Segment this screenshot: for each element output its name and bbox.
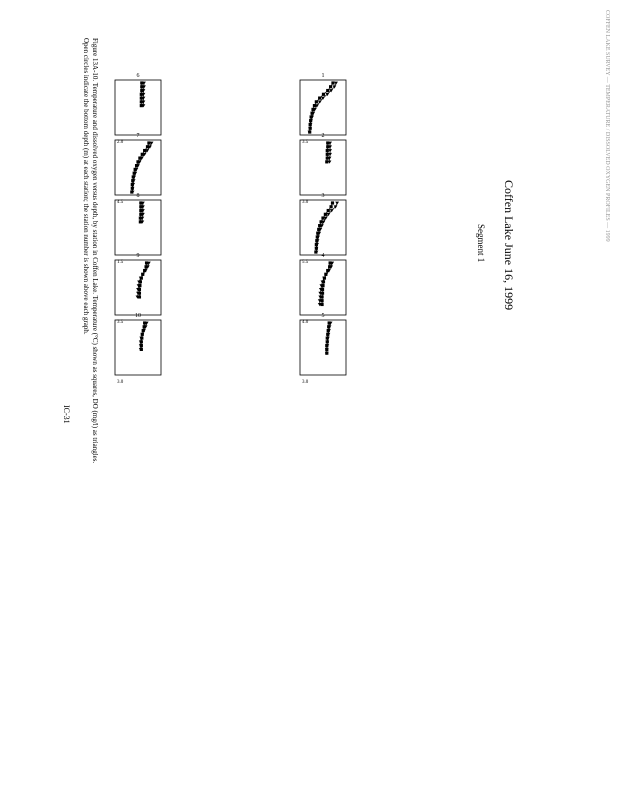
figure-caption-line1: Figure 13A-10. Temperature and dissolved oxygen versus depth, by station in Coffen Lake. Temperature (°C) shown as squares, DO (mg/l) as triangles.	[91, 38, 99, 464]
panel-frame	[300, 200, 346, 255]
do-line	[133, 143, 152, 192]
panel-frame	[300, 80, 346, 135]
page-subtitle: Segment 1	[476, 224, 486, 263]
panel-frame	[115, 140, 161, 195]
temperature-point	[315, 100, 318, 103]
page-title: Coffen Lake June 16, 1999	[502, 180, 516, 311]
temperature-point	[329, 85, 332, 88]
bottom-depth-label: 3.0	[302, 380, 309, 385]
station-label: 8	[136, 193, 140, 199]
do-point	[334, 82, 338, 85]
bottom-depth-label: 2.0	[117, 140, 124, 145]
figure-caption-line2: Open circles indicate the bottom depth (m) at each station; the station number is shown above each graph.	[82, 38, 90, 335]
bottom-depth-label: 3.5	[117, 320, 124, 325]
do-point	[335, 202, 339, 205]
bottom-depth-label: 3.0	[117, 380, 124, 385]
bottom-depth-label: 3.0	[302, 200, 309, 205]
header-note: COFFEN LAKE SURVEY — TEMPERATURE / DISSOLVED OXYGEN PROFILES — 1999	[604, 10, 610, 242]
bottom-depth-label: 4.0	[302, 320, 309, 325]
panel-frame	[115, 200, 161, 255]
temperature-point	[329, 205, 332, 208]
station-label: 6	[136, 73, 140, 79]
temperature-point	[318, 96, 321, 99]
bottom-depth-label: 3.5	[302, 140, 309, 145]
station-label: 3	[321, 193, 325, 199]
temperature-point	[331, 201, 334, 204]
station-label: 1	[321, 73, 325, 79]
temperature-point	[324, 213, 327, 216]
temperature-point	[326, 89, 329, 92]
bottom-depth-label: 4.5	[117, 200, 124, 205]
page-number: IC-31	[62, 405, 71, 424]
station-label: 9	[136, 253, 140, 259]
temperature-point	[331, 81, 334, 84]
station-label: 7	[136, 133, 140, 139]
temperature-line	[310, 83, 333, 132]
temperature-point	[327, 209, 330, 212]
temperature-line	[316, 203, 333, 252]
bottom-depth-label: 5.5	[302, 260, 309, 265]
station-label: 5	[321, 313, 325, 319]
panel-frame	[300, 140, 346, 195]
station-label: 4	[321, 253, 325, 259]
station-label: 2	[321, 133, 325, 139]
station-label: 10	[135, 313, 141, 319]
temperature-point	[322, 93, 325, 96]
profile-panels	[115, 73, 346, 385]
bottom-depth-label: 1.5	[117, 260, 124, 265]
panel-frame	[115, 320, 161, 375]
panel-frame	[300, 320, 346, 375]
panel-frame	[115, 80, 161, 135]
